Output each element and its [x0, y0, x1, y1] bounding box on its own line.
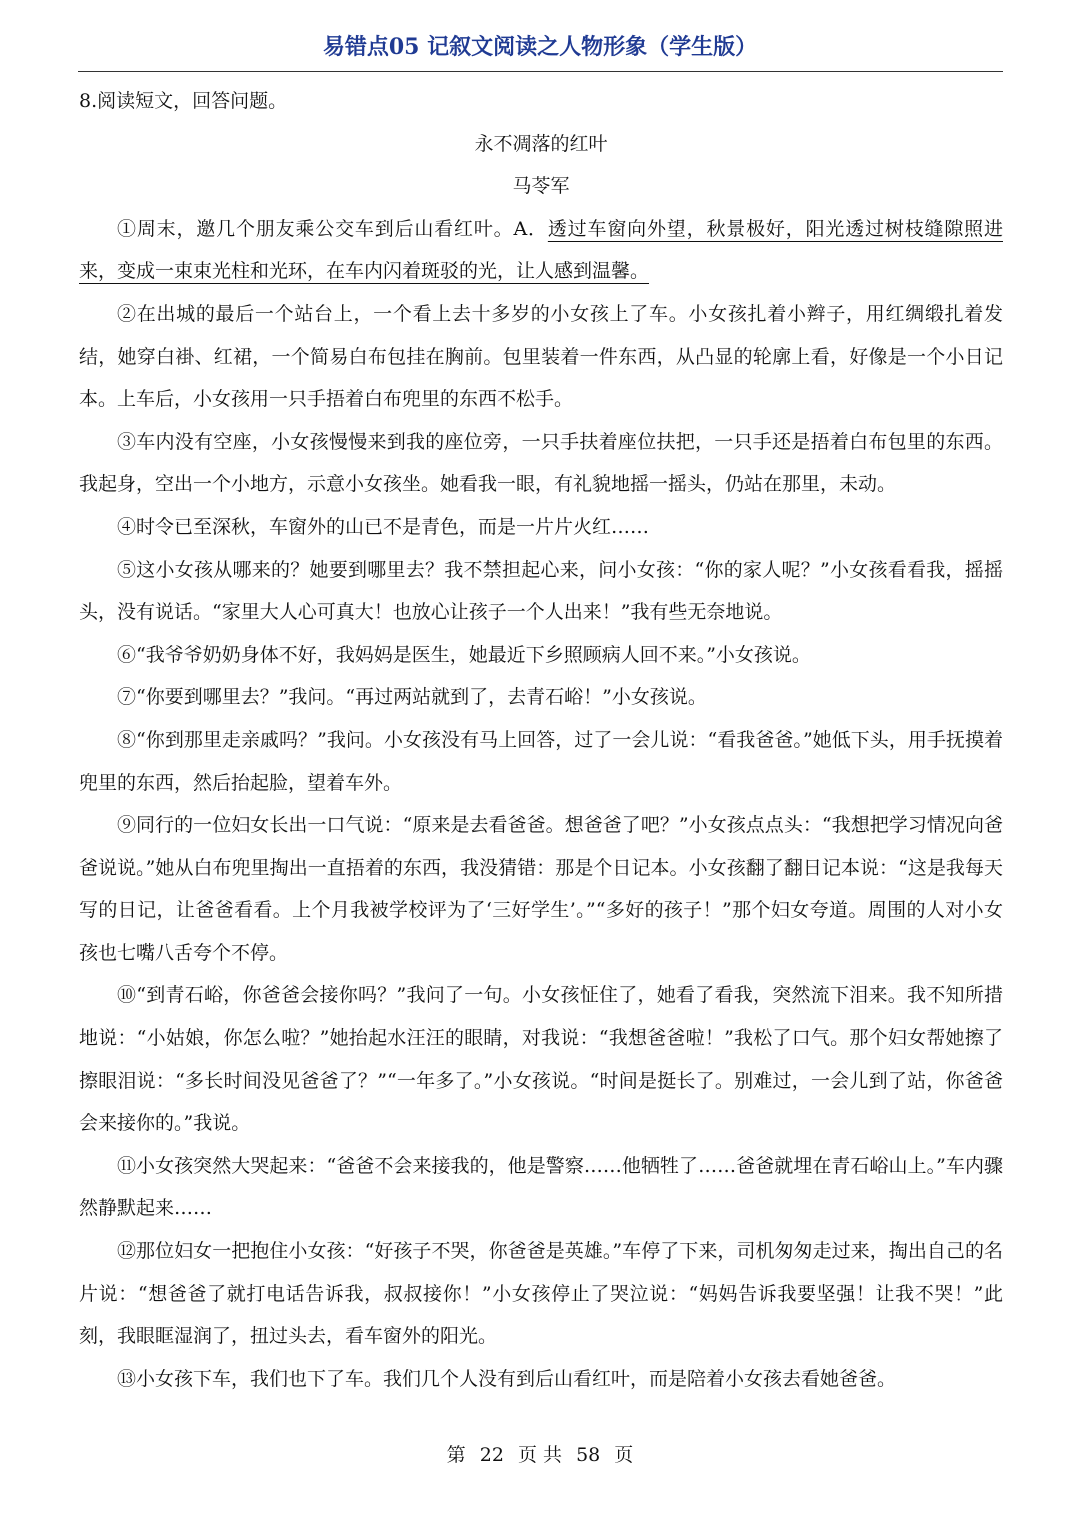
page-label-mid: 页 共	[517, 1444, 563, 1466]
paragraph-5: ⑤这小女孩从哪来的？她要到哪里去？我不禁担起心来，问小女孩：“你的家人呢？”小女孩看看我，摇摇头，没有说话。“家里大人心可真大！也放心让孩子一个人出来！”我有些无奈地说。	[79, 558, 1003, 624]
paragraph-1-underlined-sentence: 透过车窗向外望，秋景极好，阳光透过树枝缝隙照进来，变成一束束光柱和光环，在车内闪着斑驳的光，让人感到温馨。	[79, 217, 1003, 283]
document-body	[79, 80, 1003, 1400]
paragraph-3: ③车内没有空座，小女孩慢慢来到我的座位旁，一只手扶着座位扶把，一只手还是捂着白布包里的东西。我起身，空出一个小地方，示意小女孩坐。她看我一眼，有礼貌地摇一摇头，仍站在那里，未动。	[79, 430, 1003, 496]
paragraph-9: ⑨同行的一位妇女长出一口气说：“原来是去看爸爸。想爸爸了吧？”小女孩点点头：“我想把学习情况向爸爸说说。”她从白布兜里掏出一直捂着的东西，我没猜错：那是个日记本。小女孩翻了翻日记本说：“这是我每天写的日记，让爸爸看看。上个月我被学校评为了‘三好学生’。”“多好的孩子！”那个妇女夸道。周围的人对小女孩也七嘴八舌夸个不停。	[79, 814, 1003, 964]
paragraph-1	[79, 208, 1003, 293]
page-current: 22	[479, 1444, 504, 1466]
page-header-title: 易错点05 记叙文阅读之人物形象（学生版）	[322, 34, 758, 60]
paragraph-4: ④时令已至深秋，车窗外的山已不是青色，而是一片片火红……	[117, 515, 650, 538]
article-author: 马苓军	[512, 175, 570, 198]
paragraph-11: ⑪小女孩突然大哭起来：“爸爸不会来接我的，他是警察……他牺牲了……爸爸就埋在青石峪山上。”车内骤然静默起来……	[79, 1154, 1003, 1220]
paragraph-13: ⑬小女孩下车，我们也下了车。我们几个人没有到后山看红叶，而是陪着小女孩去看她爸爸。	[117, 1367, 897, 1390]
header-divider	[78, 71, 1003, 72]
page-footer	[0, 1440, 1080, 1467]
paragraph-12: ⑫那位妇女一把抱住小女孩：“好孩子不哭，你爸爸是英雄。”车停了下来，司机匆匆走过来，掏出自己的名片说：“想爸爸了就打电话告诉我，叔叔接你！”小女孩停止了哭泣说：“妈妈告诉我要坚强！让我不哭！”此刻，我眼眶湿润了，扭过头去，看车窗外的阳光。	[79, 1240, 1003, 1348]
paragraph-8: ⑧“你到那里走亲戚吗？”我问。小女孩没有马上回答，过了一会儿说：“看我爸爸。”她低下头，用手抚摸着兜里的东西，然后抬起脸，望着车外。	[79, 728, 1003, 794]
paragraph-2: ②在出城的最后一个站台上，一个看上去十多岁的小女孩上了车。小女孩扎着小辫子，用红绸缎扎着发结，她穿白褂、红裙，一个简易白布包挂在胸前。包里装着一件东西，从凸显的轮廓上看，好像是一个小日记本。上车后，小女孩用一只手捂着白布兜里的东西不松手。	[79, 302, 1003, 411]
page-total: 58	[576, 1444, 601, 1466]
article-title: 永不凋落的红叶	[474, 132, 608, 155]
question-prompt: 8.阅读短文，回答问题。	[79, 90, 288, 112]
paragraph-10: ⑩“到青石峪，你爸爸会接你吗？”我问了一句。小女孩怔住了，她看了看我，突然流下泪来。我不知所措地说：“小姑娘，你怎么啦？”她抬起水汪汪的眼睛，对我说：“我想爸爸啦！”我松了口气。那个妇女帮她擦了擦眼泪说：“多长时间没见爸爸了？”“一年多了。”小女孩说。“时间是挺长了。别难过，一会儿到了站，你爸爸会来接你的。”我说。	[79, 984, 1003, 1135]
page-label-suffix: 页	[614, 1444, 634, 1466]
page-label-prefix: 第	[446, 1444, 466, 1466]
paragraph-7: ⑦“你要到哪里去？”我问。“再过两站就到了，去青石峪！”小女孩说。	[117, 686, 707, 709]
paragraph-1-lead: ①周末，邀几个朋友乘公交车到后山看红叶。A．	[117, 217, 548, 240]
paragraph-6: ⑥“我爷爷奶奶身体不好，我妈妈是医生，她最近下乡照顾病人回不来。”小女孩说。	[117, 643, 811, 666]
